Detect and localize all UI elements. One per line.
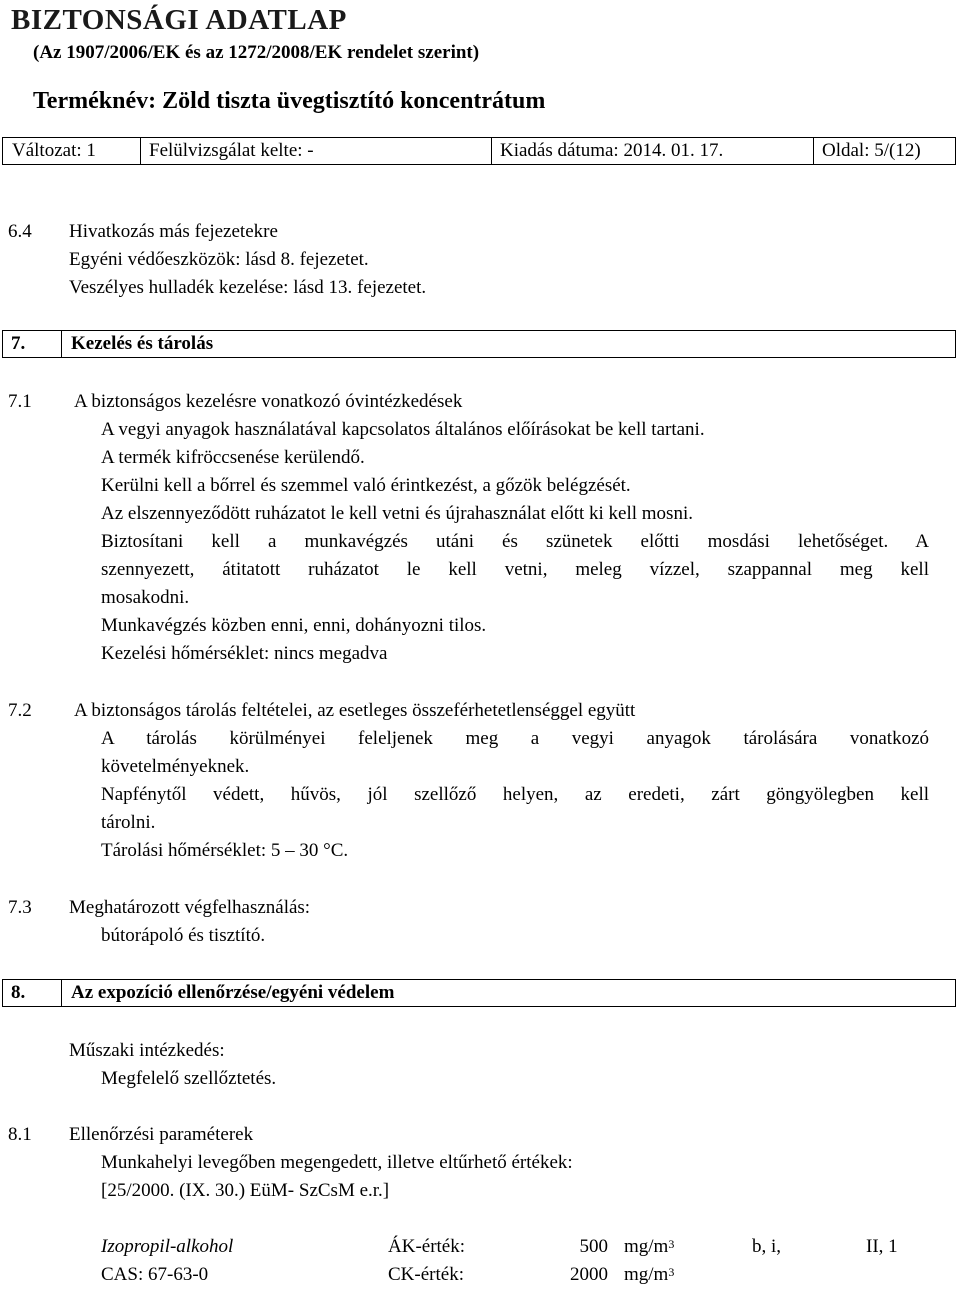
cas-number: CAS: 67-63-0 <box>101 1264 209 1285</box>
unit-exponent: 3 <box>668 1237 675 1251</box>
section-8-1-title: Ellenőrzési paraméterek <box>69 1124 254 1145</box>
limit-value: 2000 <box>570 1264 608 1285</box>
section-7-1-line: A termék kifröccsenése kerülendő. <box>101 447 365 468</box>
technical-measures-value: Megfelelő szellőztetés. <box>101 1068 277 1089</box>
section-7-number: 7. <box>11 333 26 354</box>
unit-exponent: 3 <box>668 1265 675 1279</box>
section-6-4-line: Veszélyes hulladék kezelése: lásd 13. fejezetet. <box>69 277 427 298</box>
section-8-number: 8. <box>11 982 26 1003</box>
issue-date-cell: Kiadás dátuma: 2014. 01. 17. <box>500 140 724 161</box>
section-7-2-line: A tárolás körülményei feleljenek meg a vegyi anyagok tárolására vonatkozó <box>101 728 929 749</box>
substance-name: Izopropil-alkohol <box>101 1236 234 1257</box>
section-8-1-number: 8.1 <box>8 1124 32 1145</box>
divider <box>491 138 492 164</box>
section-7-1-line: szennyezett, átitatott ruházatot le kell vetni, meleg vízzel, szappannal meg kell <box>101 559 929 580</box>
header-info-table <box>2 137 956 165</box>
section-8-1-line: [25/2000. (IX. 30.) EüM- SzCsM e.r.] <box>101 1180 390 1201</box>
regulation-subtitle: (Az 1907/2006/EK és az 1272/2008/EK rendelet szerint) <box>33 42 480 63</box>
section-6-4-number: 6.4 <box>8 221 32 242</box>
version-cell: Változat: 1 <box>12 140 96 161</box>
unit-text: mg/m <box>624 1236 669 1257</box>
section-6-4-title: Hivatkozás más fejezetekre <box>69 221 278 242</box>
section-7-1-line: Az elszennyeződött ruházatot le kell vetni és újrahasználat előtt ki kell mosni. <box>101 503 693 524</box>
review-date-cell: Felülvizsgálat kelte: - <box>149 140 314 161</box>
section-7-2-line: Napfénytől védett, hűvös, jól szellőző helyen, az eredeti, zárt göngyölegben kell <box>101 784 929 805</box>
section-7-1-line: A vegyi anyagok használatával kapcsolatos általános előírásokat be kell tartani. <box>101 419 705 440</box>
section-7-2-line: Tárolási hőmérséklet: 5 – 30 °C. <box>101 840 349 861</box>
limit-unit <box>624 1233 674 1261</box>
section-6-4-line: Egyéni védőeszközök: lásd 8. fejezetet. <box>69 249 369 270</box>
section-7-3-title: Meghatározott végfelhasználás: <box>69 897 311 918</box>
limit-type: ÁK-érték: <box>388 1236 466 1257</box>
section-7-1-line: Kerülni kell a bőrrel és szemmel való érintkezést, a gőzök belégzését. <box>101 475 631 496</box>
limit-type: CK-érték: <box>388 1264 464 1285</box>
section-7-1-line: mosakodni. <box>101 587 190 608</box>
divider <box>813 138 814 164</box>
limit-category: II, 1 <box>866 1236 898 1257</box>
section-8-1-line: Munkahelyi levegőben megengedett, illetve eltűrhető értékek: <box>101 1152 573 1173</box>
section-7-2-line: tárolni. <box>101 812 156 833</box>
section-7-header <box>2 330 956 358</box>
page-number-cell: Oldal: 5/(12) <box>822 140 921 161</box>
technical-measures-label: Műszaki intézkedés: <box>69 1040 225 1061</box>
product-name: Terméknév: Zöld tiszta üvegtisztító koncentrátum <box>33 88 546 114</box>
divider <box>61 331 62 357</box>
section-7-2-title: A biztonságos tárolás feltételei, az esetleges összeférhetetlenséggel együtt <box>74 700 636 721</box>
section-7-1-line: Biztosítani kell a munkavégzés utáni és szünetek előtti mosdási lehetőséget. A <box>101 531 929 552</box>
divider <box>140 138 141 164</box>
limit-notes: b, i, <box>752 1236 782 1257</box>
limit-value: 500 <box>579 1236 608 1257</box>
section-7-2-number: 7.2 <box>8 700 32 721</box>
section-7-3-number: 7.3 <box>8 897 32 918</box>
section-7-title: Kezelés és tárolás <box>71 333 214 354</box>
section-7-1-line: Kezelési hőmérséklet: nincs megadva <box>101 643 388 664</box>
section-7-2-line: követelményeknek. <box>101 756 250 777</box>
section-7-3-line: bútorápoló és tisztító. <box>101 925 266 946</box>
section-8-header <box>2 979 956 1007</box>
section-7-1-line: Munkavégzés közben enni, enni, dohányozni tilos. <box>101 615 487 636</box>
section-7-1-title: A biztonságos kezelésre vonatkozó óvintézkedések <box>74 391 463 412</box>
divider <box>61 980 62 1006</box>
unit-text: mg/m <box>624 1264 669 1285</box>
section-8-title: Az expozíció ellenőrzése/egyéni védelem <box>71 982 395 1003</box>
document-title: BIZTONSÁGI ADATLAP <box>11 4 347 36</box>
section-7-1-number: 7.1 <box>8 391 32 412</box>
limit-unit <box>624 1261 674 1289</box>
